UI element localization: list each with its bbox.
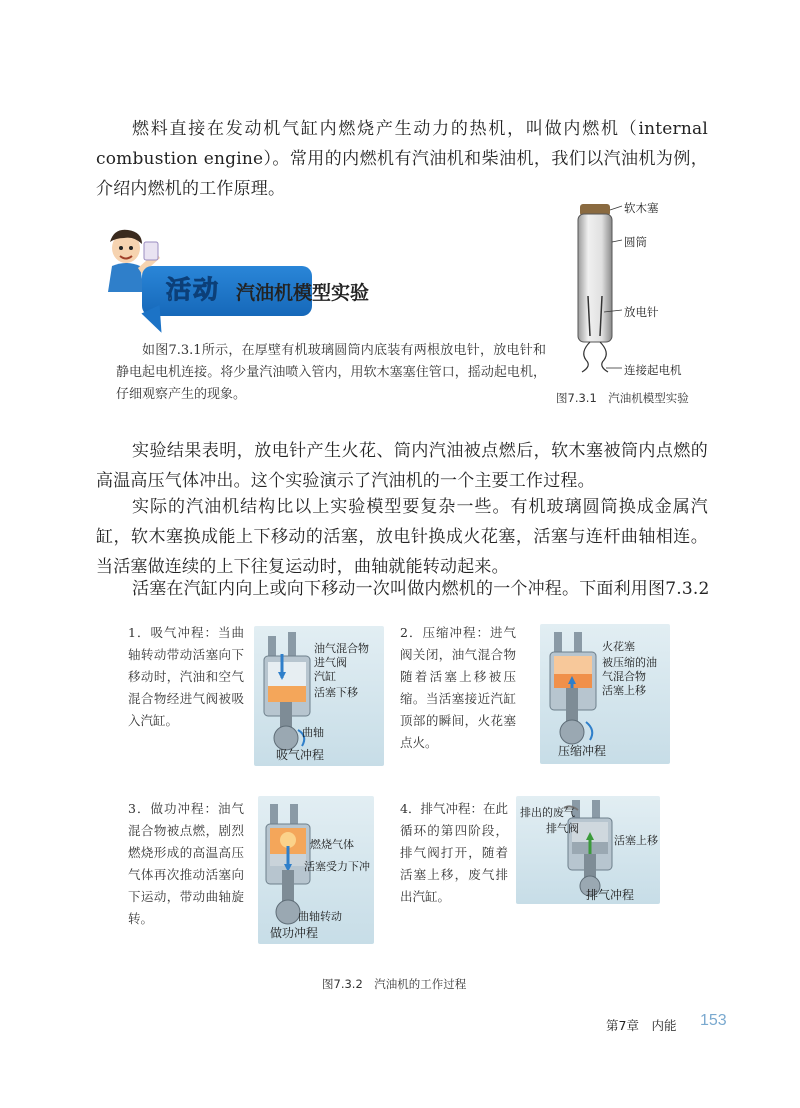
activity-badge-label: 活动 — [166, 275, 221, 304]
compression-label-piston-up: 活塞上移 — [602, 684, 646, 697]
intake-caption: 吸气冲程 — [276, 748, 325, 762]
power-caption: 做功冲程 — [270, 926, 319, 940]
exhaust-stroke-image — [516, 796, 660, 904]
label-cylinder: 圆筒 — [624, 235, 647, 249]
intro-paragraph: 燃料直接在发动机气缸内燃烧产生动力的热机，叫做内燃机（internal combustion engine）。常用的内燃机有汽油机和柴油机，我们以汽油机为例，介绍内燃机的工作原理。 — [96, 119, 708, 199]
power-stroke-image — [258, 796, 374, 944]
activity-banner — [94, 226, 554, 346]
label-electrode: 放电针 — [624, 305, 659, 319]
intake-label-valve: 进气阀 — [314, 656, 347, 669]
power-label-piston-force: 活塞受力下冲 — [304, 860, 370, 873]
exhaust-label-valve: 排气阀 — [546, 822, 579, 835]
page-number: 153 — [700, 1012, 727, 1029]
result-paragraph: 实验结果表明，放电针产生火花、筒内汽油被点燃后，软木塞被筒内点燃的高温高压气体冲出。这个实验演示了汽油机的一个主要工作过程。 — [96, 441, 708, 491]
activity-text: 如图7.3.1所示，在厚壁有机玻璃圆筒内底装有两根放电针，放电针和静电起电机连接。将少量汽油喷入管内，用软木塞塞住管口，摇动起电机，仔细观察产生的现象。 — [116, 343, 546, 402]
exhaust-caption: 排气冲程 — [586, 888, 635, 902]
figure-7-3-1-caption: 图7.3.1 汽油机模型实验 — [556, 391, 689, 405]
compression-caption: 压缩冲程 — [558, 744, 607, 758]
stroke-3-text: 3．做功冲程：油气混合物被点燃，剧烈燃烧形成的高温高压气体再次推动活塞向下运动，带动曲轴旋转。 — [128, 801, 244, 926]
intake-label-piston-down: 活塞下移 — [314, 686, 358, 699]
exhaust-label-piston-up: 活塞上移 — [614, 834, 658, 847]
glass-tube-illustration — [560, 196, 710, 376]
exhaust-label-waste-gas: 排出的废气 — [520, 806, 575, 819]
real-engine-paragraph: 实际的汽油机结构比以上实验模型要复杂一些。有机玻璃圆筒换成金属汽缸，软木塞换成能上下移动的活塞，放电针换成火花塞，活塞与连杆曲轴相连。当活塞做连续的上下往复运动时，曲轴就能转动起来。 — [96, 497, 708, 577]
compression-label-compressed: 被压缩的油 — [602, 656, 657, 669]
compression-stroke-image — [540, 624, 670, 764]
figure-7-3-1 — [560, 196, 710, 376]
label-cork: 软木塞 — [624, 201, 659, 215]
intake-stroke-image — [254, 626, 384, 766]
footer-chapter: 第7章 内能 — [606, 1018, 677, 1033]
label-generator: 连接起电机 — [624, 363, 682, 377]
stroke-intro-paragraph: 活塞在汽缸内向上或向下移动一次叫做内燃机的一个冲程。下面利用图7.3.2 — [132, 579, 710, 599]
power-label-burning-gas: 燃烧气体 — [310, 838, 354, 851]
intake-label-cylinder: 汽缸 — [314, 670, 336, 683]
stroke-4-text: 4．排气冲程：在此循环的第四阶段，排气阀打开，随着活塞上移，废气排出汽缸。 — [400, 801, 508, 904]
power-label-crank-rotates: 曲轴转动 — [298, 910, 342, 923]
compression-label-mixture: 气混合物 — [602, 670, 646, 683]
compression-label-spark-plug: 火花塞 — [602, 640, 635, 653]
stroke-1-text: 1．吸气冲程：当曲轴转动带动活塞向下移动时，汽油和空气混合物经进气阀被吸入汽缸。 — [128, 625, 244, 728]
figure-7-3-2-caption: 图7.3.2 汽油机的工作过程 — [322, 977, 467, 991]
activity-title: 汽油机模型实验 — [236, 282, 370, 304]
intake-label-crankshaft: 曲轴 — [302, 726, 324, 739]
intake-label-mixture: 油气混合物 — [314, 642, 369, 655]
stroke-2-text: 2．压缩冲程：进气阀关闭，油气混合物随着活塞上移被压缩。当活塞接近汽缸顶部的瞬间，火花塞点火。 — [400, 625, 516, 750]
